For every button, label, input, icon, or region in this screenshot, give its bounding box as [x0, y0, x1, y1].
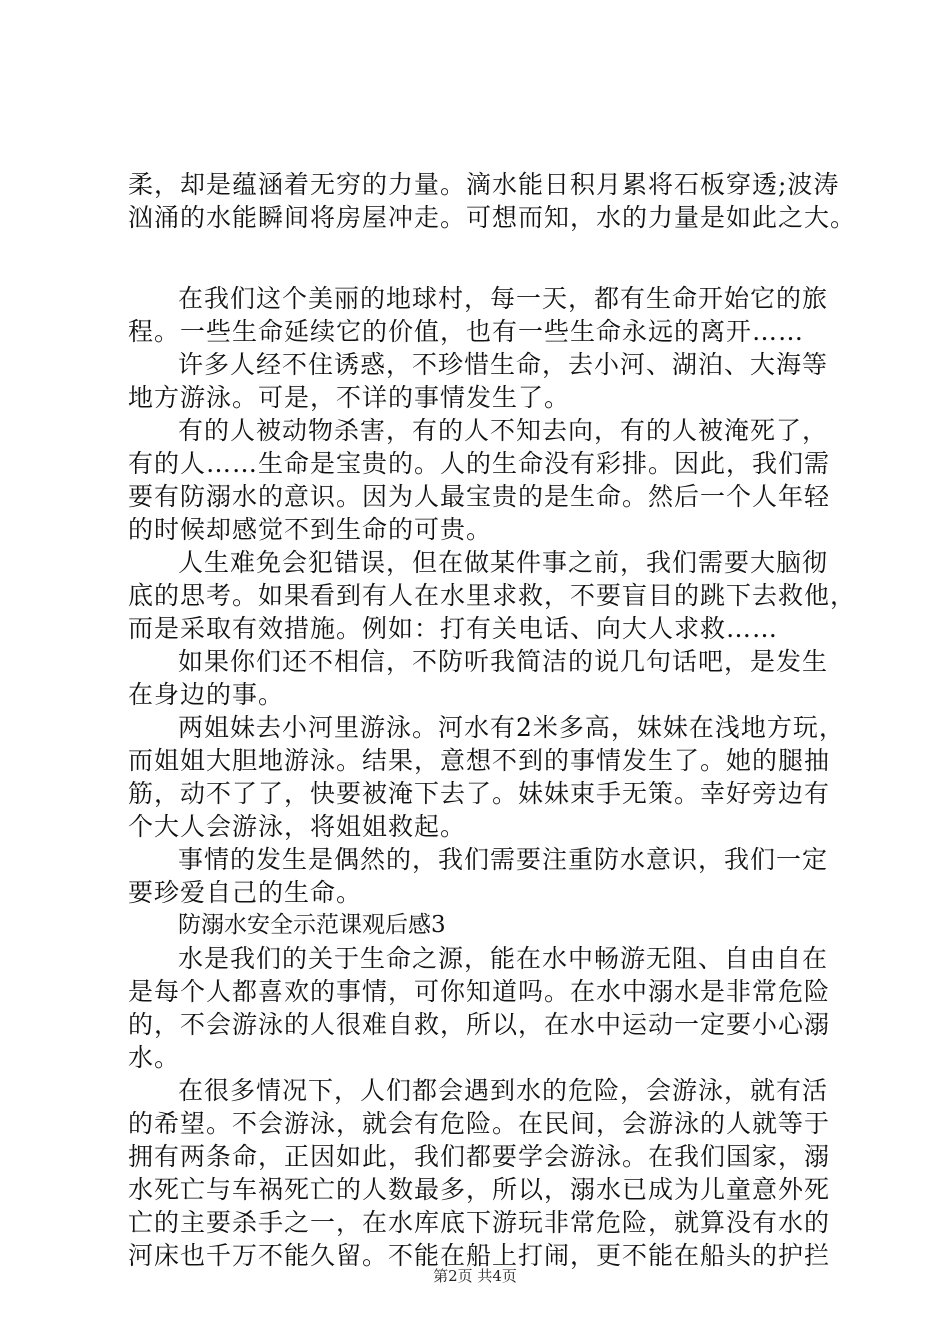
text-line: 的希望。不会游泳，就会有危险。在民间，会游泳的人就等于	[128, 1109, 831, 1138]
text-line: 有的人……生命是宝贵的。人的生命没有彩排。因此，我们需	[128, 449, 831, 478]
text-line: 要有防溺水的意识。因为人最宝贵的是生命。然后一个人年轻	[128, 482, 831, 511]
text-line: 地方游泳。可是，不详的事情发生了。	[128, 383, 571, 412]
text-line: 拥有两条命，正因如此，我们都要学会游泳。在我们国家，溺	[128, 1142, 831, 1171]
text-line: 要珍爱自己的生命。	[128, 878, 363, 907]
text-line: 而姐姐大胆地游泳。结果，意想不到的事情发生了。她的腿抽	[128, 746, 831, 775]
text-line: 水是我们的关于生命之源，能在水中畅游无阻、自由自在	[178, 944, 829, 973]
page-number-footer: 第2页 共4页	[433, 1267, 517, 1285]
text-line: 汹涌的水能瞬间将房屋冲走。可想而知，水的力量是如此之大。	[128, 203, 857, 232]
text-line: 个大人会游泳，将姐姐救起。	[128, 812, 467, 841]
text-line: 水。	[128, 1043, 181, 1072]
section-heading: 防溺水安全示范课观后感3	[178, 912, 446, 938]
text-line: 人生难免会犯错误，但在做某件事之前，我们需要大脑彻	[178, 548, 829, 577]
text-line: 底的思考。如果看到有人在水里求救，不要盲目的跳下去救他，	[128, 581, 857, 610]
text-line: 筋，动不了了，快要被淹下去了。妹妹束手无策。幸好旁边有	[128, 779, 831, 808]
text-line: 两姐妹去小河里游泳。河水有2米多高，妹妹在浅地方玩，	[178, 713, 845, 742]
text-line: 柔，却是蕴涵着无穷的力量。滴水能日积月累将石板穿透;波涛	[128, 170, 840, 199]
text-line: 在我们这个美丽的地球村，每一天，都有生命开始它的旅	[178, 284, 829, 313]
text-line: 河床也千万不能久留。不能在船上打闹，更不能在船头的护拦	[128, 1241, 831, 1270]
text-line: 水死亡与车祸死亡的人数最多，所以，溺水已成为儿童意外死	[128, 1175, 831, 1204]
text-line: 程。一些生命延续它的价值，也有一些生命永远的离开……	[128, 317, 805, 346]
text-line: 如果你们还不相信，不防听我简洁的说几句话吧，是发生	[178, 647, 829, 676]
text-line: 而是采取有效措施。例如：打有关电话、向大人求救……	[128, 614, 779, 643]
text-line: 是每个人都喜欢的事情，可你知道吗。在水中溺水是非常危险	[128, 977, 831, 1006]
text-line: 亡的主要杀手之一，在水库底下游玩非常危险，就算没有水的	[128, 1208, 831, 1237]
text-line: 的时候却感觉不到生命的可贵。	[128, 515, 493, 544]
text-line: 事情的发生是偶然的，我们需要注重防水意识，我们一定	[178, 845, 829, 874]
text-line: 在身边的事。	[128, 680, 285, 709]
text-line: 有的人被动物杀害，有的人不知去向，有的人被淹死了，	[178, 416, 829, 445]
document-body	[128, 168, 857, 1272]
text-line: 许多人经不住诱惑，不珍惜生命，去小河、湖泊、大海等	[178, 350, 829, 379]
paragraph-gap	[128, 234, 840, 282]
text-line: 在很多情况下，人们都会遇到水的危险，会游泳，就有活	[178, 1076, 829, 1105]
text-line: 的，不会游泳的人很难自救，所以，在水中运动一定要小心溺	[128, 1010, 831, 1039]
